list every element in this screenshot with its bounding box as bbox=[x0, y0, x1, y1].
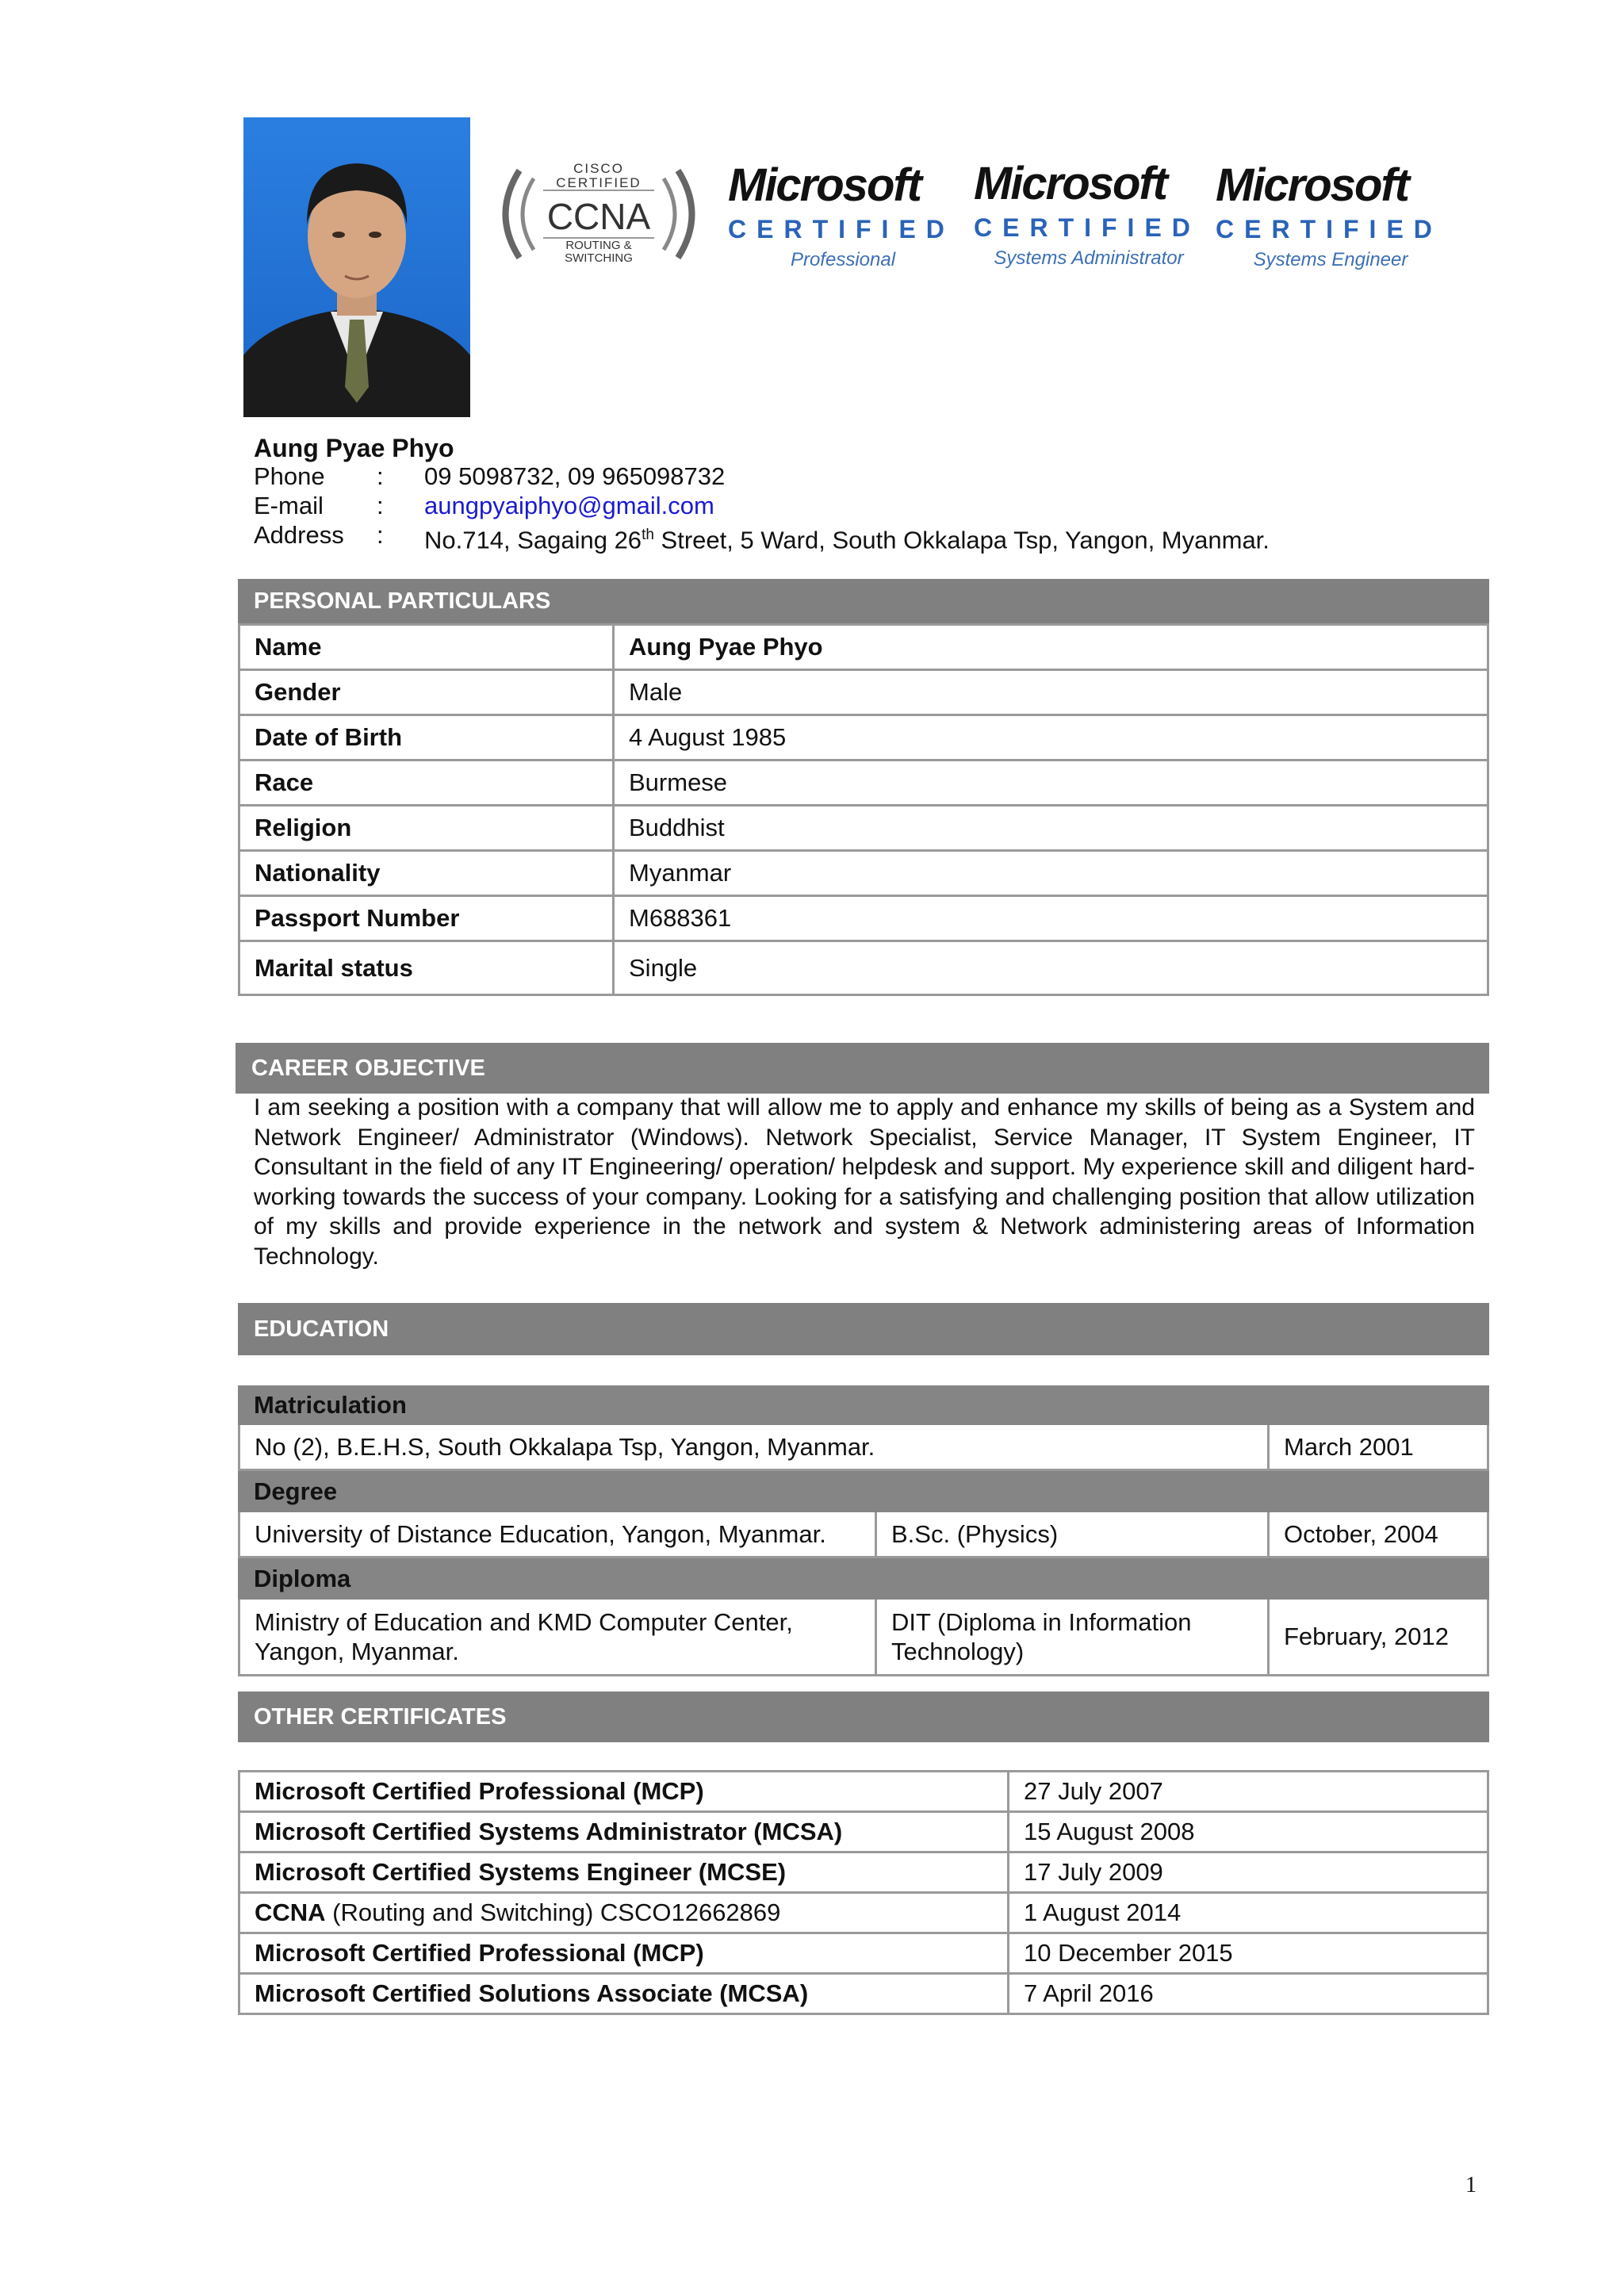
certificate-title: Microsoft Certified Systems Engineer (MCSE) bbox=[255, 1858, 787, 1886]
certificate-name bbox=[239, 1852, 1009, 1893]
certificate-title: Microsoft Certified Professional (MCP) bbox=[255, 1939, 704, 1967]
matriculation-date: March 2001 bbox=[1284, 1432, 1414, 1461]
certificate-name bbox=[239, 1974, 1009, 2014]
diploma-heading: Diploma bbox=[238, 1558, 1489, 1600]
table-row bbox=[239, 715, 1488, 761]
certificates-table bbox=[238, 1770, 1489, 2015]
certificate-title: CCNA bbox=[255, 1898, 326, 1926]
matriculation-school: No (2), B.E.H.S, South Okkalapa Tsp, Yangon, Myanmar. bbox=[255, 1432, 875, 1461]
personal-value: Male bbox=[614, 670, 1488, 715]
certificate-name bbox=[239, 1812, 1009, 1852]
certificate-name bbox=[239, 1772, 1009, 1812]
table-row bbox=[239, 1893, 1488, 1933]
certificate-name bbox=[239, 1933, 1009, 1974]
address-superscript: th bbox=[642, 527, 654, 543]
personal-label: Passport Number bbox=[239, 896, 614, 941]
applicant-name: Aung Pyae Phyo bbox=[254, 434, 454, 462]
table-row bbox=[239, 761, 1488, 806]
personal-value: Buddhist bbox=[614, 806, 1488, 851]
certificate-date: 1 August 2014 bbox=[1009, 1893, 1488, 1933]
certificate-date: 7 April 2016 bbox=[1009, 1974, 1488, 2014]
degree-school: University of Distance Education, Yangon, Myanmar. bbox=[255, 1519, 826, 1548]
address-part: No.714, Sagaing 26 bbox=[424, 526, 642, 554]
degree-row bbox=[238, 1512, 1489, 1558]
ccna-logo-line1: CISCO bbox=[573, 161, 624, 176]
table-row bbox=[239, 1974, 1488, 2014]
ms-logo-sub: Systems Administrator bbox=[994, 247, 1184, 269]
microsoft-certified-sysadmin-logo bbox=[974, 157, 1204, 284]
contact-block bbox=[254, 462, 1443, 553]
ccna-logo-sub1: ROUTING & bbox=[565, 239, 632, 252]
certificate-title: Microsoft Certified Solutions Associate (MCSA) bbox=[255, 1979, 809, 2007]
diploma-school: Ministry of Education and KMD Computer Center, Yangon, Myanmar. bbox=[255, 1608, 793, 1665]
table-row bbox=[239, 851, 1488, 896]
career-objective-heading: CAREER OBJECTIVE bbox=[236, 1043, 1489, 1094]
microsoft-certified-professional-logo bbox=[728, 159, 958, 285]
phone-value: 09 5098732, 09 965098732 bbox=[424, 462, 726, 490]
personal-label: Name bbox=[239, 625, 614, 670]
address-part: Street, 5 Ward, South Okkalapa Tsp, Yangon, Myanmar. bbox=[653, 526, 1270, 554]
address-value bbox=[424, 520, 1270, 554]
certificate-name bbox=[239, 1893, 1009, 1933]
email-label: E-mail bbox=[254, 492, 324, 519]
table-row bbox=[239, 1852, 1488, 1893]
email-link[interactable]: aungpyaiphyo@gmail.com bbox=[424, 492, 714, 519]
email-row bbox=[254, 491, 1443, 520]
ms-logo-certified: CERTIFIED bbox=[1216, 215, 1442, 243]
personal-particulars-table bbox=[238, 623, 1489, 996]
ms-logo-certified: CERTIFIED bbox=[974, 213, 1201, 242]
table-row bbox=[239, 806, 1488, 851]
certificate-title: Microsoft Certified Professional (MCP) bbox=[255, 1777, 704, 1805]
career-objective-text: I am seeking a position with a company that will allow me to apply and enhance my skills of being as a System and Network Engineer/ Administrator (Windows). Network Specialist, Service Manager, IT System Engineer, IT Consultant in the field of any IT Engineering/ operation/ helpdesk and support. My experience skill and diligent hard-working towards the success of your company. Looking for a satisfying and challenging position that allow utilization of my skills and provide experience in the network and system & Network administering areas of Information Technology. bbox=[254, 1094, 1475, 1270]
degree-date: October, 2004 bbox=[1284, 1519, 1438, 1548]
colon: : bbox=[377, 492, 384, 519]
ms-logo-sub: Professional bbox=[790, 249, 896, 270]
personal-label: Gender bbox=[239, 670, 614, 715]
ccna-logo bbox=[488, 151, 710, 278]
ms-logo-brand: Microsoft bbox=[1216, 159, 1408, 211]
diploma-qualification: DIT (Diploma in Information Technology) bbox=[891, 1608, 1192, 1665]
ccna-logo-sub2: SWITCHING bbox=[565, 251, 633, 265]
certificate-date: 27 July 2007 bbox=[1009, 1772, 1488, 1812]
colon: : bbox=[377, 462, 384, 490]
phone-label: Phone bbox=[254, 462, 325, 490]
personal-value: Myanmar bbox=[614, 851, 1488, 896]
phone-row bbox=[254, 462, 1443, 491]
table-row bbox=[239, 896, 1488, 941]
address-row bbox=[254, 520, 1443, 554]
table-row bbox=[239, 1772, 1488, 1812]
ms-logo-sub: Systems Engineer bbox=[1253, 249, 1408, 270]
matriculation-row bbox=[238, 1425, 1489, 1471]
personal-value: M688361 bbox=[614, 896, 1488, 941]
ms-logo-brand: Microsoft bbox=[728, 159, 921, 211]
personal-label: Date of Birth bbox=[239, 715, 614, 761]
table-row bbox=[239, 1933, 1488, 1974]
certificate-date: 17 July 2009 bbox=[1009, 1852, 1488, 1893]
table-row bbox=[239, 1812, 1488, 1852]
personal-value: 4 August 1985 bbox=[614, 715, 1488, 761]
diploma-date: February, 2012 bbox=[1284, 1623, 1449, 1650]
education-heading: EDUCATION bbox=[238, 1303, 1489, 1355]
personal-label: Religion bbox=[239, 806, 614, 851]
degree-heading: Degree bbox=[238, 1471, 1489, 1512]
matriculation-heading: Matriculation bbox=[238, 1385, 1489, 1425]
profile-photo bbox=[243, 117, 470, 417]
ms-logo-certified: CERTIFIED bbox=[728, 215, 955, 243]
microsoft-certified-sysengineer-logo bbox=[1216, 159, 1446, 285]
address-label: Address bbox=[254, 521, 344, 549]
personal-particulars-heading: PERSONAL PARTICULARS bbox=[238, 579, 1489, 624]
personal-value: Aung Pyae Phyo bbox=[614, 625, 1488, 670]
certificate-date: 10 December 2015 bbox=[1009, 1933, 1488, 1974]
colon: : bbox=[377, 521, 384, 549]
personal-label: Race bbox=[239, 761, 614, 806]
ccna-logo-line2: CERTIFIED bbox=[556, 175, 642, 190]
ms-logo-brand: Microsoft bbox=[974, 158, 1166, 209]
certificate-title: Microsoft Certified Systems Administrator (MCSA) bbox=[255, 1818, 843, 1845]
page-number: 1 bbox=[1465, 2173, 1477, 2197]
personal-value: Single bbox=[614, 941, 1488, 995]
ccna-logo-main: CCNA bbox=[546, 196, 651, 237]
personal-value: Burmese bbox=[614, 761, 1488, 806]
certificate-date: 15 August 2008 bbox=[1009, 1812, 1488, 1852]
personal-label: Marital status bbox=[239, 941, 614, 995]
table-row bbox=[239, 941, 1488, 995]
personal-label: Nationality bbox=[239, 851, 614, 896]
table-row bbox=[239, 625, 1488, 670]
degree-qualification: B.Sc. (Physics) bbox=[891, 1519, 1059, 1548]
certificate-extra: (Routing and Switching) CSCO12662869 bbox=[325, 1898, 781, 1926]
table-row bbox=[239, 670, 1488, 715]
other-certificates-heading: OTHER CERTIFICATES bbox=[238, 1692, 1489, 1742]
diploma-row bbox=[238, 1600, 1489, 1676]
